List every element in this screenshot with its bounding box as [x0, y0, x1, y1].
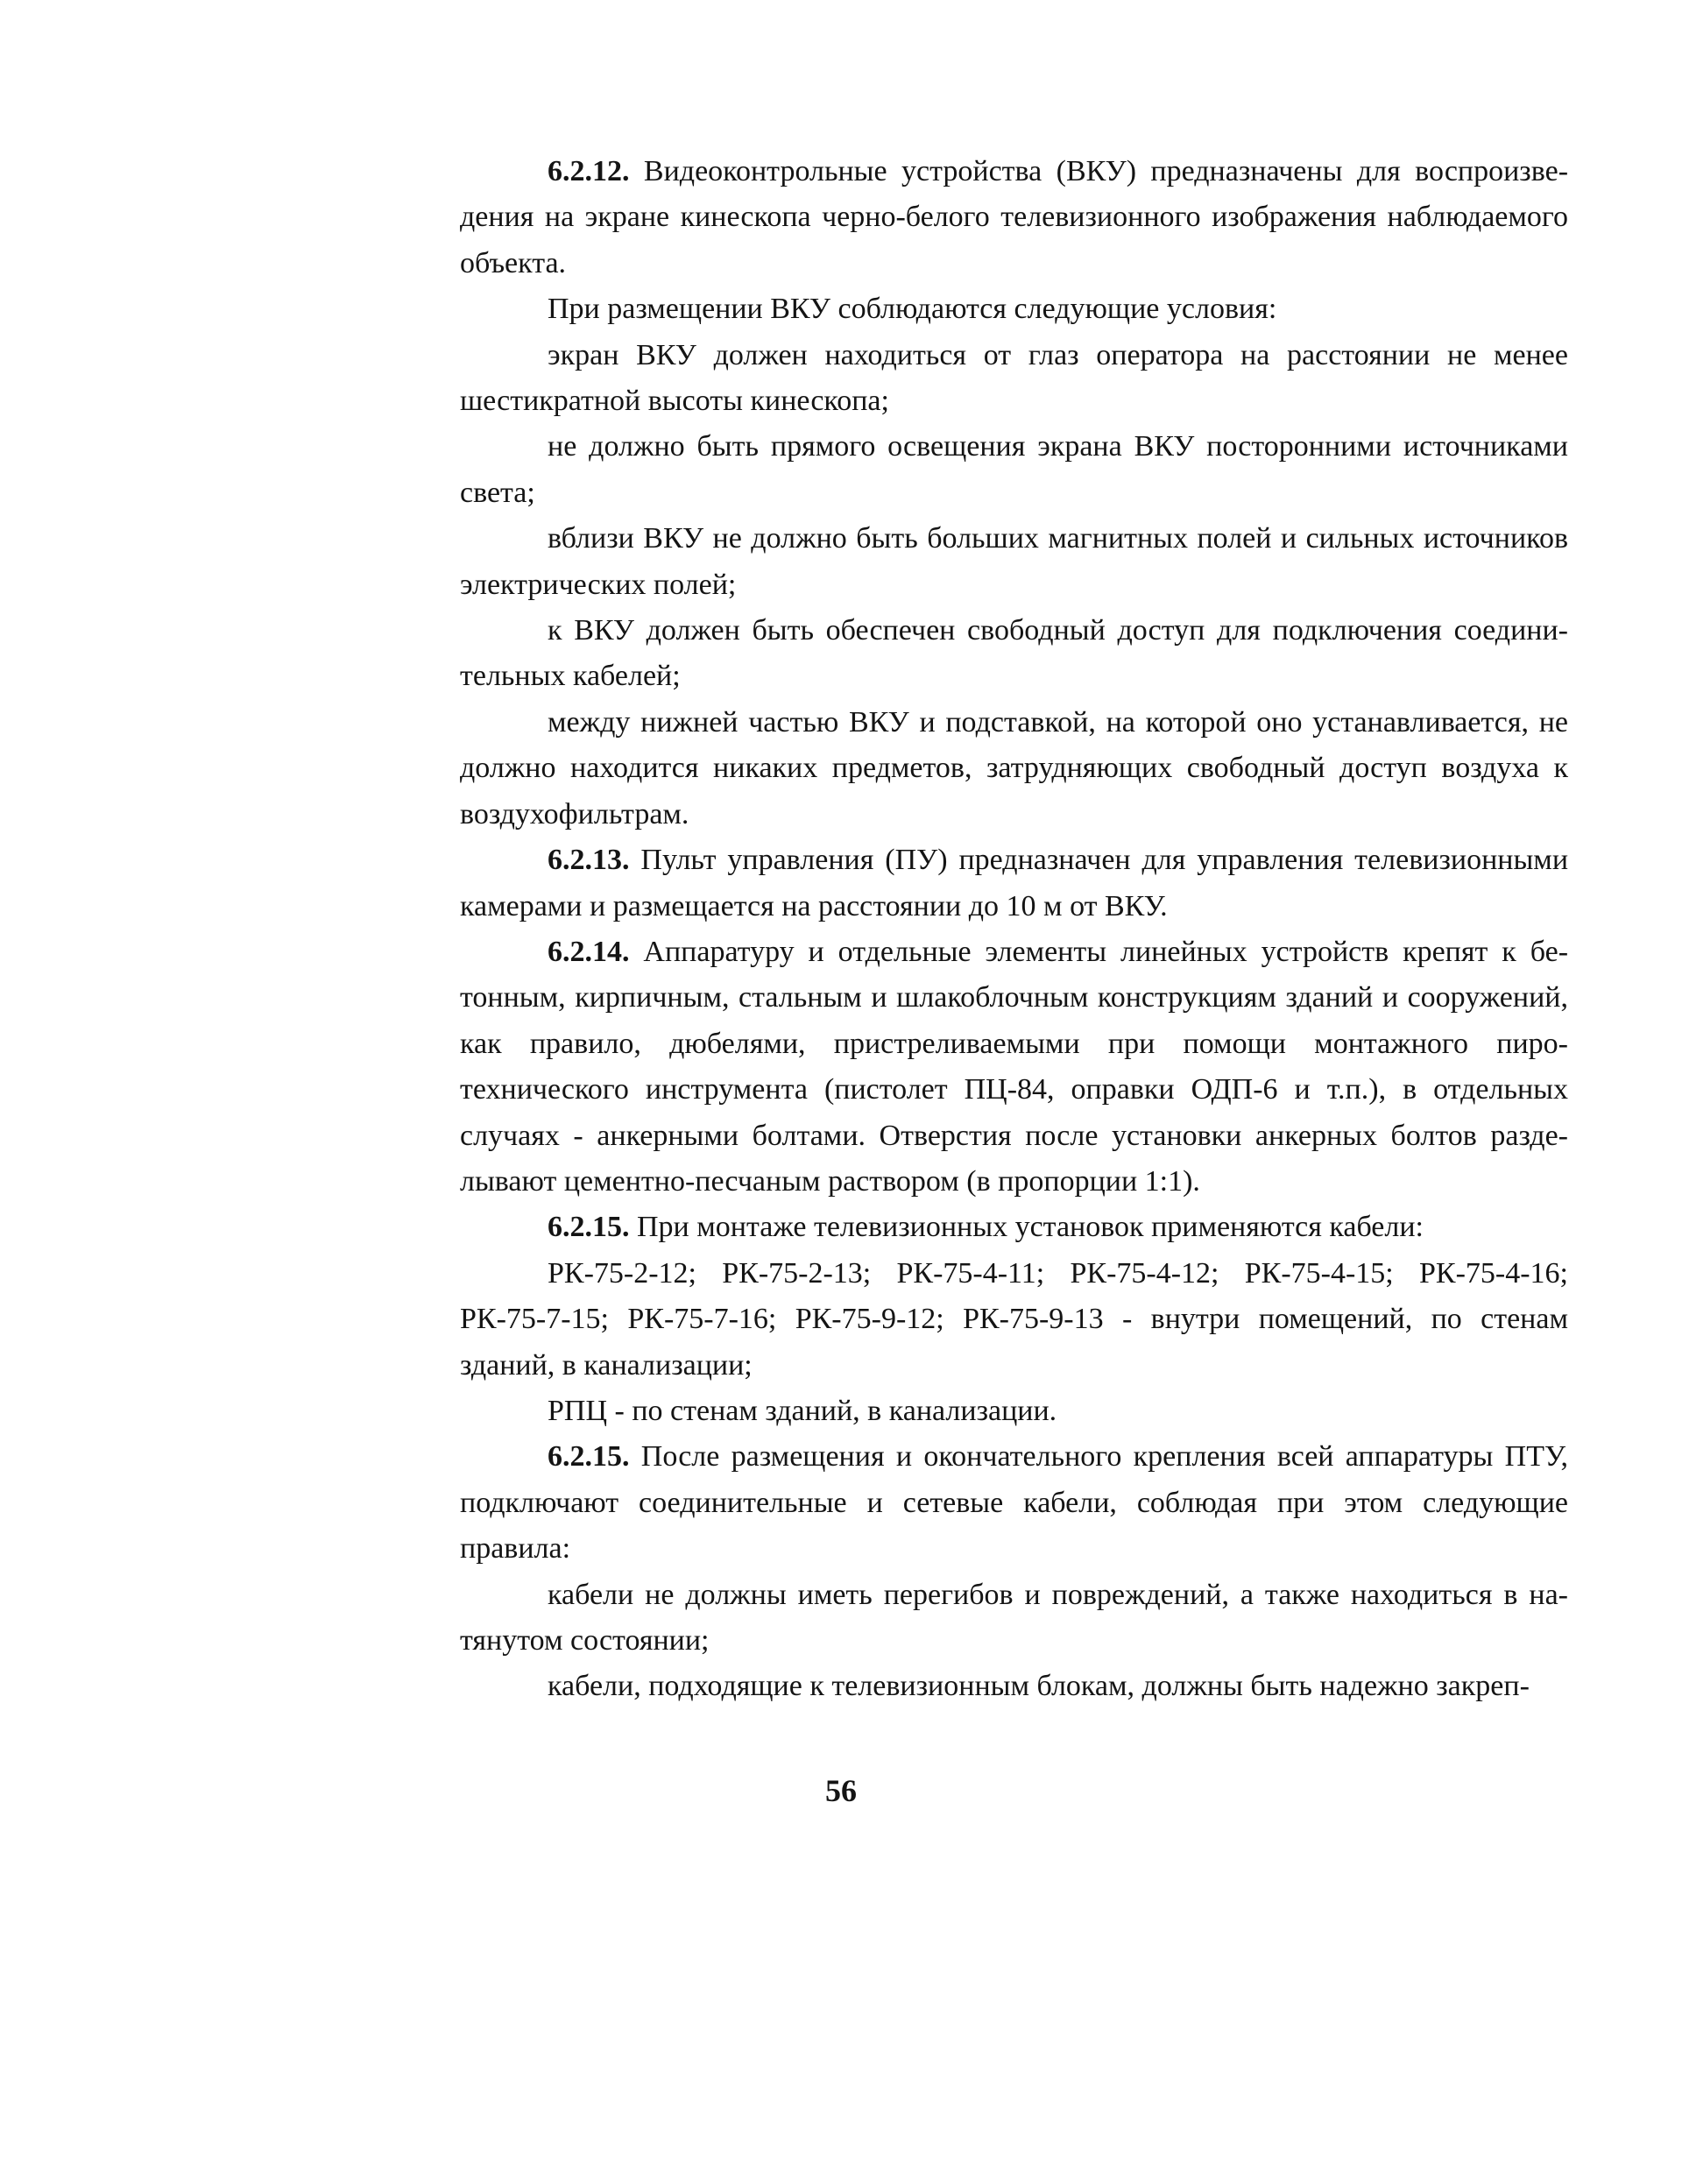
- paragraph-text: вблизи ВКУ не должно быть больших магнитных полей и сильных источников электрических полей;: [460, 522, 1568, 601]
- paragraph-text: После размещения и окончательного крепления всей аппаратуры ПТУ, подключают соединительные и сетевые кабели, соблюдая при этом следующие правила:: [460, 1440, 1569, 1566]
- paragraph-6-2-13: [460, 838, 1568, 929]
- paragraph-text: При монтаже телевизионных установок применяются кабели:: [637, 1211, 1424, 1244]
- paragraph-condition-lighting: [460, 424, 1568, 516]
- paragraph-text: кабели, подходящие к телевизионным блокам, должны быть надежно закреп-: [548, 1670, 1530, 1703]
- paragraph-text: РПЦ - по стенам зданий, в канализации.: [548, 1394, 1057, 1427]
- paragraph-6-2-15-connection: [460, 1434, 1568, 1572]
- paragraph-6-2-14: [460, 929, 1568, 1205]
- paragraph-text: При размещении ВКУ соблюдаются следующие условия:: [548, 293, 1277, 326]
- paragraph-text: Аппаратуру и отдельные элементы линейных устройств крепят к бетонным, кирпичным, стальным и шлакоблочным конструкциям зданий и сооружений, как правило, дюбелями, пристреливаемыми при помощи монтажного пиротехнического инструмента (пистолет ПЦ-84, оправки ОДП-6 и т.п.), в отдельных случаях - анкерными болтами. Отверстия после установки анкерных болтов разделывают цементно-песчаным раствором (в пропорции 1:1).: [460, 935, 1569, 1198]
- paragraph-text: РК-75-2-12; РК-75-2-13; РК-75-4-11; РК-75-4-12; РК-75-4-15; РК-75-4-16; РК-75-7-15; РК-75-7-16; РК-75-9-12; РК-75-9-13 - внутри помещений, по стенам зданий, в канализации;: [460, 1256, 1568, 1382]
- page-body: [460, 149, 1568, 1710]
- section-number: 6.2.15.: [548, 1211, 630, 1244]
- paragraph-6-2-15-cables: [460, 1205, 1568, 1250]
- paragraph-conditions-intro: [460, 286, 1568, 332]
- paragraph-rule-fixing: [460, 1664, 1568, 1709]
- paragraph-rule-no-bends: [460, 1573, 1568, 1665]
- paragraph-text: Пульт управления (ПУ) предназначен для управления телевизионными камерами и размещается на расстоянии до 10 м от ВКУ.: [460, 844, 1569, 922]
- paragraph-condition-fields: [460, 516, 1568, 608]
- section-number: 6.2.14.: [548, 935, 630, 968]
- paragraph-text: не должно быть прямого освещения экрана ВКУ посторонними источниками света;: [460, 430, 1568, 509]
- page-number: 56: [825, 1773, 857, 1808]
- section-number: 6.2.15.: [548, 1440, 630, 1474]
- paragraph-text: кабели не должны иметь перегибов и повреждений, а также находиться в натянутом состоянии;: [460, 1578, 1568, 1657]
- paragraph-text: к ВКУ должен быть обеспечен свободный доступ для подключения соединительных кабелей;: [460, 614, 1568, 693]
- paragraph-6-2-12: [460, 149, 1568, 286]
- paragraph-text: экран ВКУ должен находиться от глаз оператора на расстоянии не менее шестикратной высоты кинескопа;: [460, 338, 1568, 418]
- paragraph-text: между нижней частью ВКУ и подставкой, на которой оно устанавливается, не должно находится никаких предметов, затрудняющих свободный доступ воздуха к воздухофильтрам.: [460, 705, 1568, 830]
- section-number: 6.2.13.: [548, 844, 630, 877]
- paragraph-cable-list-rpc: [460, 1389, 1568, 1434]
- paragraph-text: Видеоконтрольные устройства (ВКУ) предназначены для воспроизведения на экране кинескопа черно-белого телевизионного изображения наблюдаемого объекта.: [460, 155, 1569, 279]
- paragraph-condition-distance: [460, 333, 1568, 425]
- paragraph-condition-access: [460, 608, 1568, 700]
- paragraph-cable-list-rk: [460, 1251, 1568, 1389]
- paragraph-condition-airflow: [460, 700, 1568, 838]
- section-number: 6.2.12.: [548, 155, 630, 187]
